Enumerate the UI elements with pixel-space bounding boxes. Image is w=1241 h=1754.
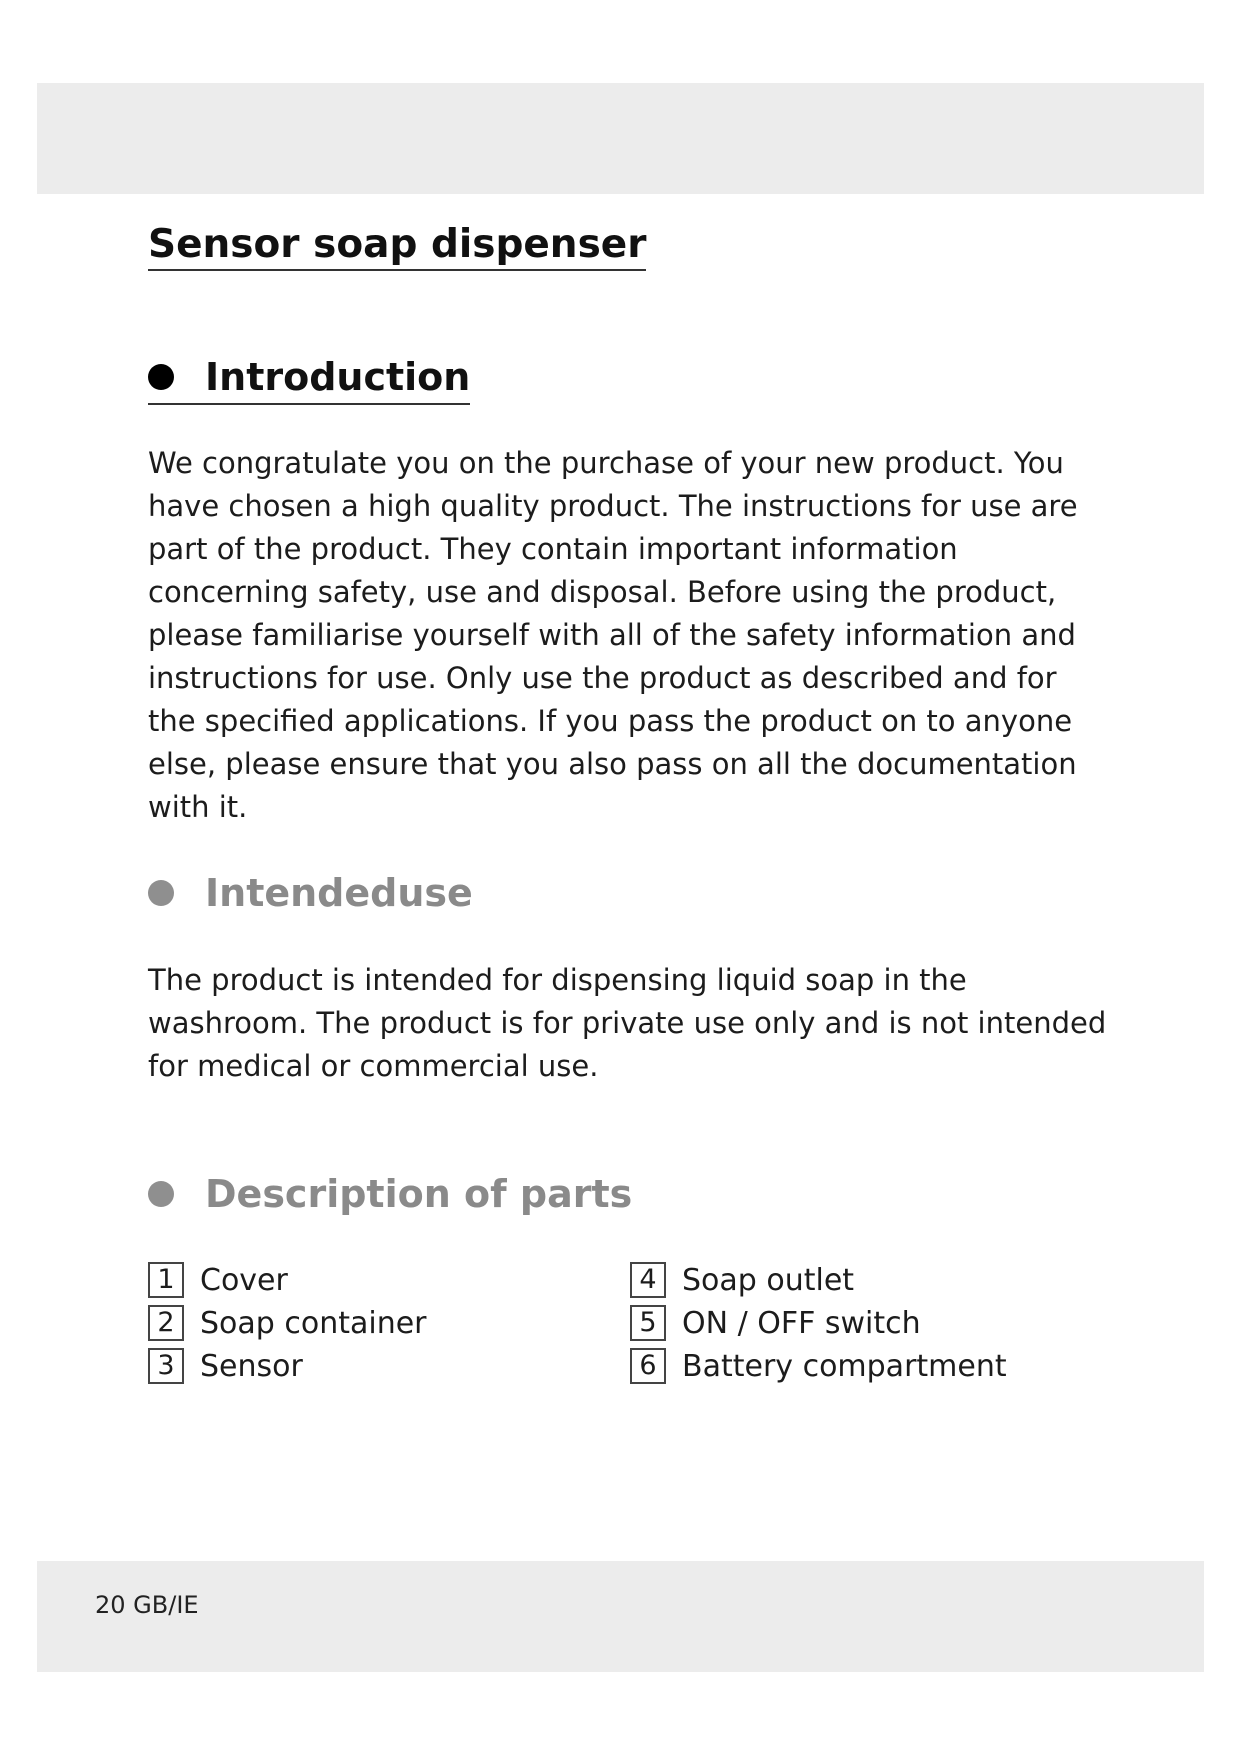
introduction-paragraph: We congratulate you on the purchase of your new product. You have chosen a high quality product. The instructions for use are part of the product. They contain important information concerning safety, use and disposal. Before using the product, please familiarise yourself with all of the safety information and instructions for use. Only use the product as described and for the specified applications. If you pass the product on to anyone else, please ensure that you also pass on all the documentation with it. — [148, 446, 1078, 824]
part-label: Soap container — [200, 1305, 427, 1341]
section-title: Introduction — [205, 355, 471, 399]
section-heading-intended-use — [148, 871, 473, 915]
bullet-icon — [148, 364, 174, 390]
part-number: 1 — [148, 1262, 184, 1298]
footer-band — [37, 1561, 1204, 1672]
bullet-icon — [148, 1181, 174, 1207]
part-label: ON / OFF switch — [682, 1305, 921, 1341]
part-number: 3 — [148, 1348, 184, 1384]
part-item — [148, 1262, 288, 1298]
part-number: 6 — [630, 1348, 666, 1384]
part-label: Cover — [200, 1262, 288, 1298]
section-title: Description of parts — [205, 1172, 633, 1216]
page-title: Sensor soap dispenser — [148, 222, 646, 271]
section-heading-description-of-parts — [148, 1172, 632, 1216]
bullet-icon — [148, 880, 174, 906]
section-title: Intendeduse — [205, 871, 473, 915]
intended-use-paragraph: The product is intended for dispensing liquid soap in the washroom. The product is for private use only and is not intended for medical or commercial use. — [148, 963, 1107, 1083]
part-label: Soap outlet — [682, 1262, 855, 1298]
part-number: 4 — [630, 1262, 666, 1298]
part-label: Battery compartment — [682, 1348, 1007, 1384]
section-heading-introduction — [148, 355, 470, 405]
part-number: 5 — [630, 1305, 666, 1341]
part-item — [148, 1348, 303, 1384]
part-item — [148, 1305, 427, 1341]
header-band — [37, 83, 1204, 194]
part-item — [630, 1262, 854, 1298]
part-item — [630, 1348, 1007, 1384]
part-number: 2 — [148, 1305, 184, 1341]
part-label: Sensor — [200, 1348, 303, 1384]
part-item — [630, 1305, 921, 1341]
page-number: 20 GB/IE — [95, 1591, 199, 1619]
